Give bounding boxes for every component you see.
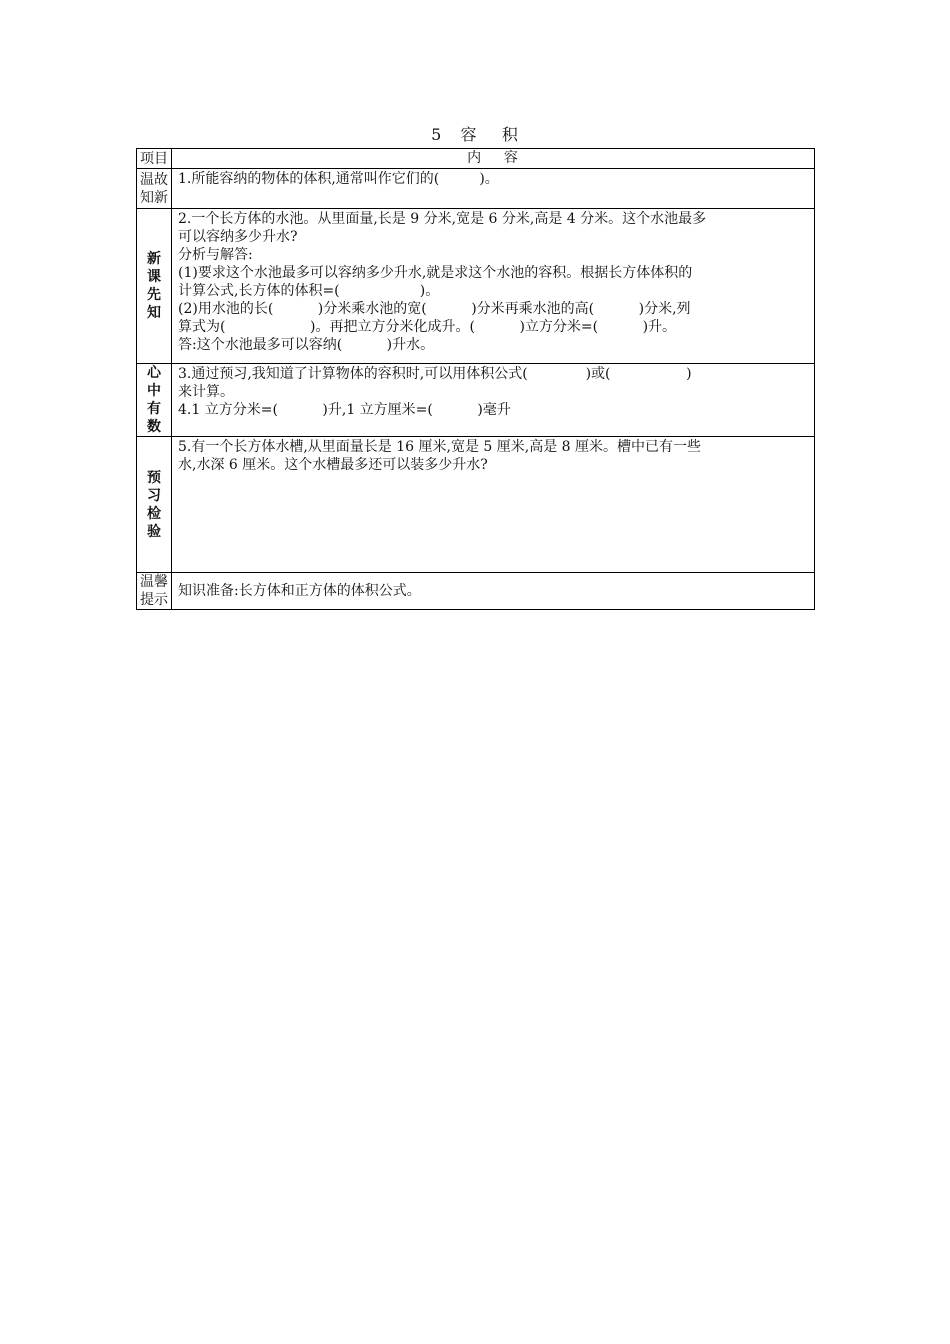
self-check-row bbox=[137, 364, 815, 437]
preview-check-row bbox=[137, 437, 815, 573]
question-1-text: 1.所能容纳的物体的体积,通常叫作它们的( )。 bbox=[178, 171, 499, 187]
tips-row bbox=[137, 573, 815, 610]
tips-content bbox=[172, 573, 815, 610]
label-char: 预 bbox=[147, 469, 161, 486]
review-label bbox=[137, 169, 172, 209]
self-check-content bbox=[172, 364, 815, 437]
label-char: 中 bbox=[147, 383, 161, 399]
review-row bbox=[137, 169, 815, 209]
label-char: 检 bbox=[147, 505, 161, 522]
question-3-line: 3.通过预习,我知道了计算物体的容积时,可以用体积公式( )或( ) bbox=[178, 366, 692, 382]
label-char: 新 bbox=[147, 251, 161, 267]
new-lesson-content bbox=[172, 209, 815, 364]
label-line: 温故 bbox=[140, 171, 168, 188]
label-char: 先 bbox=[147, 287, 161, 303]
question-2-line: 计算公式,长方体的体积=( )。 bbox=[178, 283, 440, 299]
label-char: 验 bbox=[147, 523, 161, 540]
label-char: 有 bbox=[147, 401, 161, 417]
question-3-line: 来计算。 bbox=[178, 384, 234, 400]
question-5-line: 5.有一个长方体水槽,从里面量长是 16 厘米,宽是 5 厘米,高是 8 厘米。槽中已有一些 bbox=[178, 439, 702, 455]
label-char: 知 bbox=[147, 305, 161, 321]
new-lesson-row bbox=[137, 209, 815, 364]
question-2-line: (1)要求这个水池最多可以容纳多少升水,就是求这个水池的容积。根据长方体体积的 bbox=[178, 265, 693, 281]
question-2-line: 可以容纳多少升水? bbox=[178, 229, 298, 245]
page-title: 5 容 积 bbox=[431, 125, 519, 144]
header-label: 项目 bbox=[137, 149, 172, 169]
question-2-line: (2)用水池的长( )分米乘水池的宽( )分米再乘水池的高( )分米,列 bbox=[178, 301, 691, 317]
question-2-line: 2.一个长方体的水池。从里面量,长是 9 分米,宽是 6 分米,高是 4 分米。这个水池最多 bbox=[178, 211, 707, 227]
label-char: 课 bbox=[147, 269, 161, 285]
self-check-label bbox=[137, 364, 172, 437]
worksheet-table bbox=[136, 148, 815, 610]
label-line: 提示 bbox=[140, 592, 168, 608]
new-lesson-label bbox=[137, 209, 172, 364]
question-5-line: 水,水深 6 厘米。这个水槽最多还可以装多少升水? bbox=[178, 457, 488, 473]
tips-label bbox=[137, 573, 172, 610]
label-char: 习 bbox=[147, 487, 161, 504]
tips-text: 知识准备:长方体和正方体的体积公式。 bbox=[178, 582, 421, 599]
label-line: 温馨 bbox=[140, 574, 168, 590]
preview-check-content bbox=[172, 437, 815, 573]
preview-check-label bbox=[137, 437, 172, 573]
question-2-line: 算式为( )。再把立方分米化成升。( )立方分米=( )升。 bbox=[178, 319, 677, 335]
header-row bbox=[137, 149, 815, 169]
label-line: 知新 bbox=[140, 189, 168, 206]
question-2-line: 答:这个水池最多可以容纳( )升水。 bbox=[178, 337, 435, 353]
label-char: 心 bbox=[147, 365, 161, 381]
label-char: 数 bbox=[147, 419, 161, 435]
question-4-line: 4.1 立方分米=( )升,1 立方厘米=( )毫升 bbox=[178, 402, 511, 418]
header-content: 内 容 bbox=[172, 149, 815, 169]
question-2-line: 分析与解答: bbox=[178, 247, 253, 263]
review-content bbox=[172, 169, 815, 209]
